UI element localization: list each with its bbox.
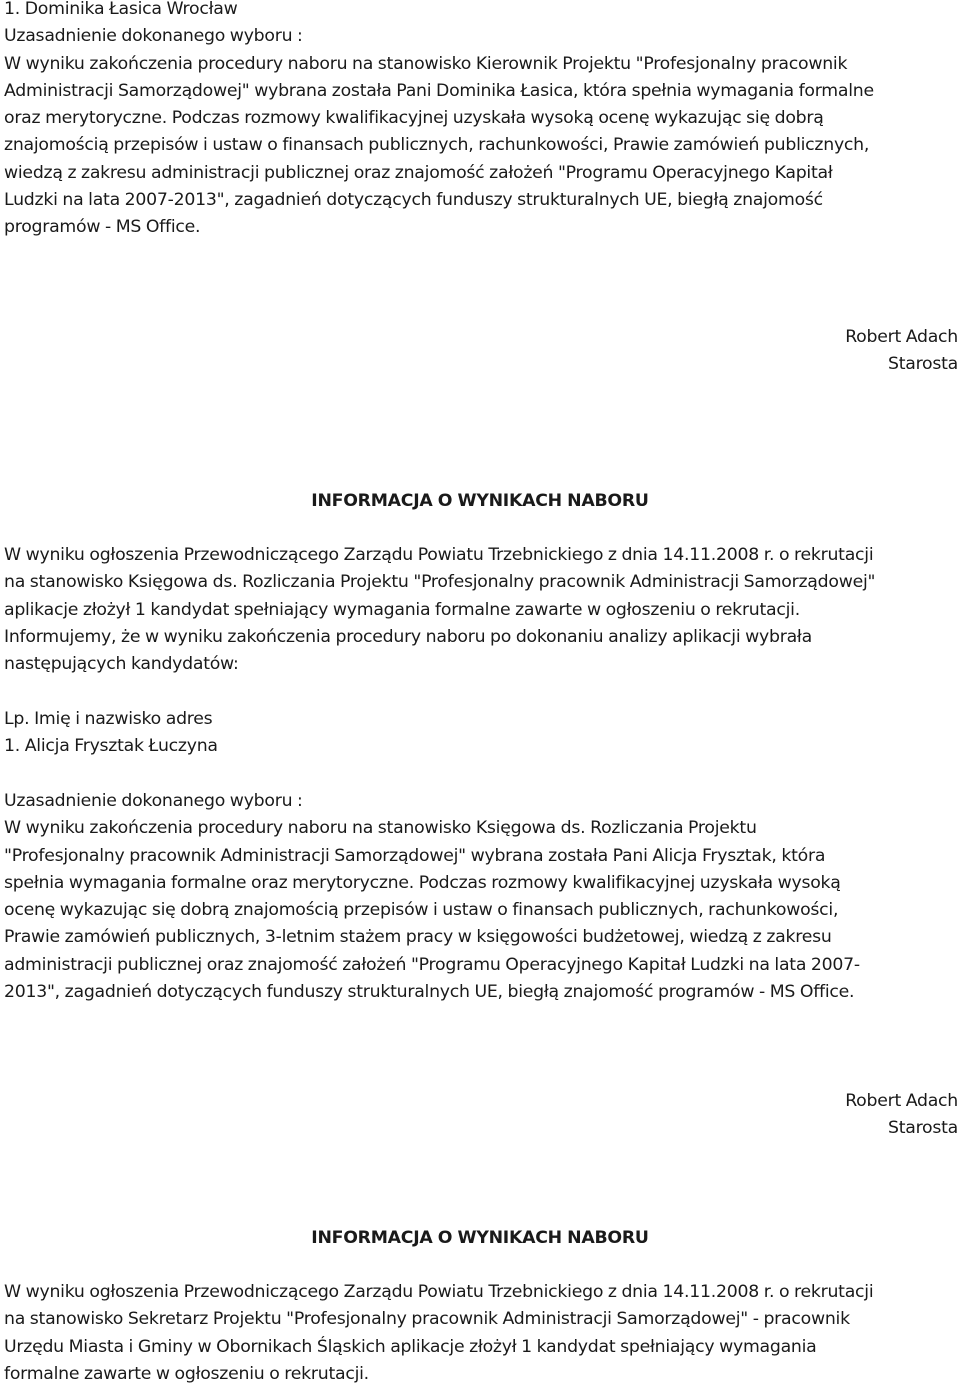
text-line: Prawie zamówień publicznych, 3-letnim stażem pracy w księgowości budżetowej, wiedzą z zakresu bbox=[4, 927, 832, 948]
selection-justification bbox=[4, 788, 958, 1006]
announcement-intro bbox=[4, 542, 958, 678]
text-line: znajomością przepisów i ustaw o finansach publicznych, rachunkowości, Prawie zamówień publicznych, bbox=[4, 135, 870, 156]
text-line: na stanowisko Księgowa ds. Rozliczania Projektu "Profesjonalny pracownik Administracji Samorządowej" bbox=[4, 572, 876, 593]
text-line: następujących kandydatów: bbox=[4, 654, 239, 675]
text-line: Administracji Samorządowej" wybrana została Pani Dominika Łasica, która spełnia wymagania formalne bbox=[4, 80, 874, 101]
text-line: programów - MS Office. bbox=[4, 217, 201, 238]
signatory-name: Robert Adach bbox=[845, 327, 958, 347]
signatory-title: Starosta bbox=[887, 1118, 958, 1139]
text-line: administracji publicznej oraz znajomość założeń "Programu Operacyjnego Kapitał Ludzki na lata 2007- bbox=[4, 954, 860, 975]
text-line: na stanowisko Sekretarz Projektu "Profesjonalny pracownik Administracji Samorządowej" - pracownik bbox=[4, 1309, 850, 1330]
text-line: spełnia wymagania formalne oraz merytoryczne. Podczas rozmowy kwalifikacyjnej uzyskała wysoką bbox=[4, 872, 841, 893]
text-line: aplikacje złożył 1 kandydat spełniający wymagania formalne zawarte w ogłoszeniu o rekrutacji. bbox=[4, 599, 800, 620]
text-line: formalne zawarte w ogłoszeniu o rekrutacji. bbox=[4, 1363, 369, 1384]
text-line: W wyniku zakończenia procedury naboru na stanowisko Księgowa ds. Rozliczania Projektu bbox=[4, 818, 757, 839]
signature-block bbox=[845, 324, 958, 379]
signatory-title: Starosta bbox=[887, 354, 958, 375]
section-heading: INFORMACJA O WYNIKACH NABORU bbox=[311, 1228, 649, 1248]
text-line: Uzasadnienie dokonanego wyboru : bbox=[4, 791, 303, 811]
text-line: W wyniku zakończenia procedury naboru na stanowisko Kierownik Projektu "Profesjonalny pracownik bbox=[4, 53, 848, 74]
announcement-intro bbox=[4, 1279, 958, 1388]
text-line: 2013", zagadnień dotyczących funduszy strukturalnych UE, biegłą znajomość programów - MS Office. bbox=[4, 982, 855, 1003]
text-line: wiedzą z zakresu administracji publicznej oraz znajomość założeń "Programu Operacyjnego Kapitał bbox=[4, 162, 833, 183]
text-line: Uzasadnienie dokonanego wyboru : bbox=[4, 26, 303, 47]
text-line: W wyniku ogłoszenia Przewodniczącego Zarządu Powiatu Trzebnickiego z dnia 14.11.2008 r. o rekrutacji bbox=[4, 545, 874, 565]
text-line: oraz merytoryczne. Podczas rozmowy kwalifikacyjnej uzyskała wysoką ocenę wykazując się dobrą bbox=[4, 108, 824, 129]
text-line: Informujemy, że w wyniku zakończenia procedury naboru po dokonaniu analizy aplikacji wybrała bbox=[4, 626, 812, 647]
list-header: Lp. Imię i nazwisko adres bbox=[4, 709, 213, 729]
section-heading: INFORMACJA O WYNIKACH NABORU bbox=[311, 491, 649, 511]
text-line: ocenę wykazując się dobrą znajomością przepisów i ustaw o finansach publicznych, rachunkowości, bbox=[4, 900, 839, 921]
candidate-section-dominika-lasica bbox=[4, 0, 958, 242]
signatory-name: Robert Adach bbox=[845, 1091, 958, 1111]
text-line: W wyniku ogłoszenia Przewodniczącego Zarządu Powiatu Trzebnickiego z dnia 14.11.2008 r. o rekrutacji bbox=[4, 1282, 874, 1302]
text-line: 1. Dominika Łasica Wrocław bbox=[4, 0, 238, 19]
list-item: 1. Alicja Frysztak Łuczyna bbox=[4, 736, 218, 757]
signature-block bbox=[845, 1088, 958, 1143]
candidate-list bbox=[4, 706, 958, 761]
text-line: Urzędu Miasta i Gminy w Obornikach Śląskich aplikacje złożył 1 kandydat spełniający wymagania bbox=[4, 1336, 817, 1357]
text-line: Ludzki na lata 2007-2013", zagadnień dotyczących funduszy strukturalnych UE, biegłą znajomość bbox=[4, 190, 823, 211]
text-line: "Profesjonalny pracownik Administracji Samorządowej" wybrana została Pani Alicja Frysztak, która bbox=[4, 845, 826, 866]
